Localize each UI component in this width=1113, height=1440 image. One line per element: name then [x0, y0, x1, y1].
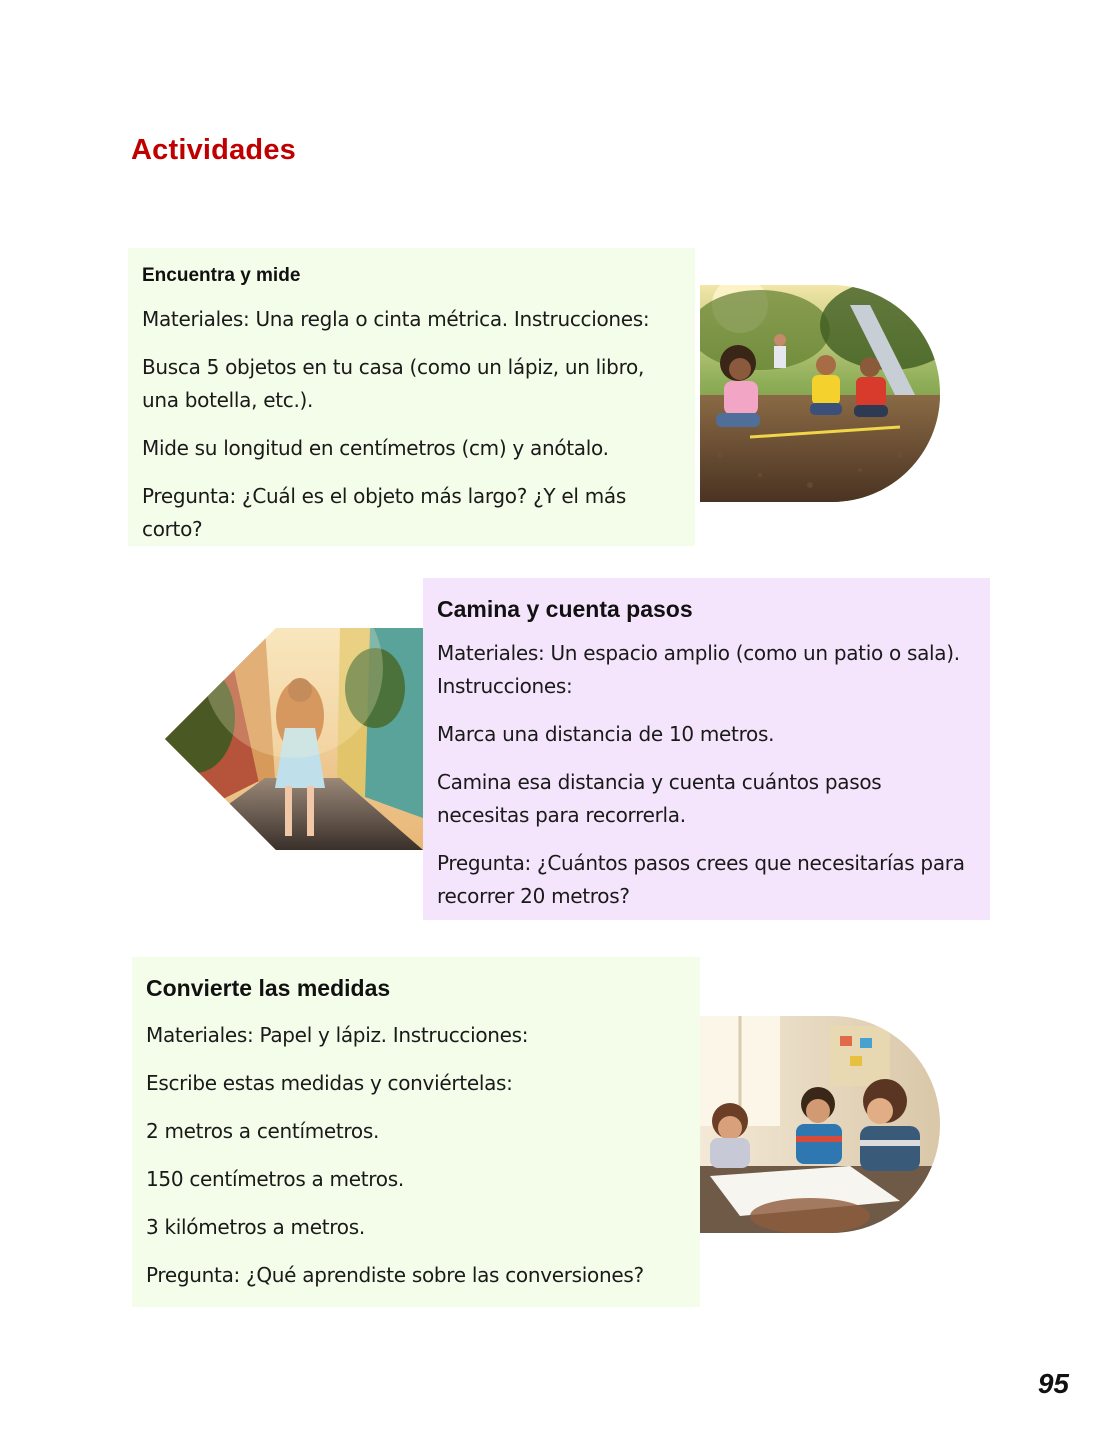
classroom-illustration	[700, 1016, 940, 1233]
kids-studying-classroom-photo	[700, 1016, 940, 1233]
activity-paragraph: Materiales: Una regla o cinta métrica. Instrucciones:	[142, 307, 650, 331]
activity-paragraph: Busca 5 objetos en tu casa (como un lápiz, un libro, una botella, etc.).	[142, 355, 645, 412]
activity-title: Camina y cuenta pasos	[437, 596, 693, 622]
activity-card-convert	[132, 957, 700, 1307]
kids-measuring-park-photo	[700, 285, 940, 502]
activity-title: Convierte las medidas	[146, 975, 391, 1001]
activity-card-steps	[423, 578, 990, 920]
page-number: 95	[1037, 1368, 1069, 1399]
activity-paragraph: 150 centímetros a metros.	[146, 1167, 404, 1191]
activity-paragraph: Marca una distancia de 10 metros.	[437, 722, 775, 746]
activity-paragraph: Camina esa distancia y cuenta cuántos pasos necesitas para recorrerla.	[437, 770, 882, 827]
page-title: Actividades	[131, 134, 296, 166]
activity-paragraph: Materiales: Un espacio amplio (como un patio o sala). Instrucciones:	[437, 641, 960, 698]
street-illustration	[165, 628, 423, 850]
park-illustration	[700, 285, 940, 502]
activity-title: Encuentra y mide	[142, 265, 301, 286]
activity-paragraph: Pregunta: ¿Cuántos pasos crees que necesitarías para recorrer 20 metros?	[437, 851, 965, 908]
activity-paragraph: Materiales: Papel y lápiz. Instrucciones:	[146, 1023, 529, 1047]
activity-paragraph: Pregunta: ¿Cuál es el objeto más largo? ¿Y el más corto?	[142, 484, 626, 541]
activity-paragraph: 3 kilómetros a metros.	[146, 1215, 365, 1239]
activity-paragraph: 2 metros a centímetros.	[146, 1119, 380, 1143]
activity-paragraph: Mide su longitud en centímetros (cm) y anótalo.	[142, 436, 609, 460]
girl-walking-street-photo	[165, 628, 423, 850]
activity-paragraph: Escribe estas medidas y conviértelas:	[146, 1071, 513, 1095]
activity-paragraph: Pregunta: ¿Qué aprendiste sobre las conversiones?	[146, 1263, 644, 1287]
activity-card-measure	[128, 248, 695, 546]
